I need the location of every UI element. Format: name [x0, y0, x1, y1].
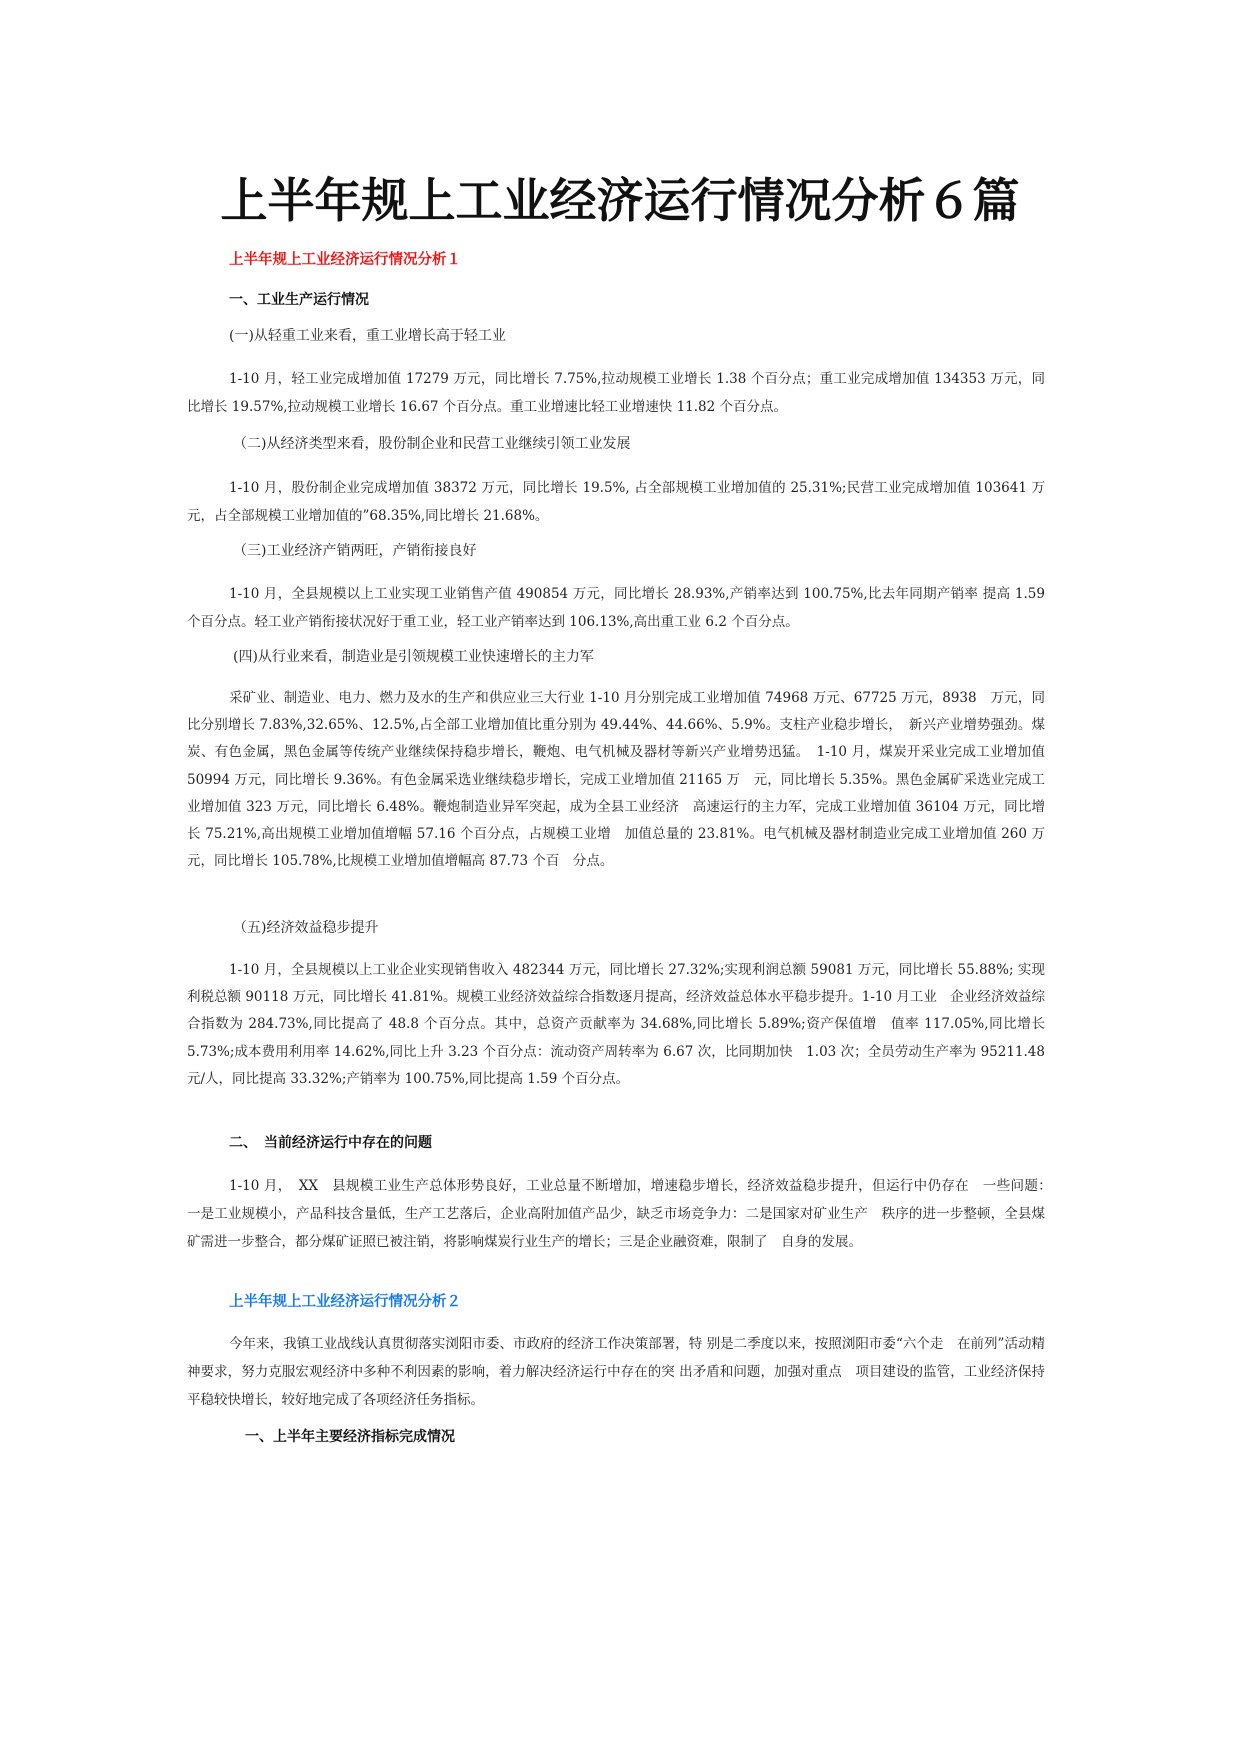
- subheading-2: （二)从经济类型来看，股份制企业和民营工业继续引领工业发展: [233, 436, 631, 452]
- paragraph-3: 1-10 月，全县规模以上工业实现工业销售产值 490854 万元，同比增长 28.93%,产销率达到 100.75%,比去年同期产销率 提高 1.59 个百分点。轻工业产销衔接状况好于重工业，轻工业产销率达到 106.13%,高出重工业 6.2 个百分点。: [187, 586, 1045, 630]
- section-heading-3: 一、上半年主要经济指标完成情况: [245, 1429, 455, 1445]
- part-title-2: 上半年规上工业经济运行情况分析２: [229, 1294, 461, 1310]
- document-title: 上半年规上工业经济运行情况分析６篇: [220, 174, 1020, 229]
- subheading-5: （五)经济效益稳步提升: [233, 920, 379, 936]
- part-title-1: 上半年规上工业经济运行情况分析１: [229, 252, 461, 268]
- subheading-1: (一)从轻重工业来看，重工业增长高于轻工业: [229, 328, 506, 344]
- subheading-3: （三)工业经济产销两旺，产销衔接良好: [233, 543, 477, 559]
- paragraph-7: 今年来，我镇工业战线认真贯彻落实浏阳市委、市政府的经济工作决策部署，特 别是二季度以来，按照浏阳市委“六个走 在前列”活动精神要求，努力克服宏观经济中多种不利因素的影响，着力解决经济运行中存在的突 出矛盾和问题，加强对重点 项目建设的监管，工业经济保持平稳较快增长，较好地完成了各项经济任务指标。: [187, 1336, 1045, 1408]
- section-heading-1: 一、工业生产运行情况: [229, 292, 369, 308]
- paragraph-4: 采矿业、制造业、电力、燃力及水的生产和供应业三大行业 1-10 月分别完成工业增加值 74968 万元、67725 万元，8938 万元，同比分别增长 7.83%,32.65%、12.5%,占全部工业增加值比重分别为 49.44%、44.66%、5.9%。支柱产业稳步增长， 新兴产业增势强劲。煤炭、有色金属，黑色金属等传统产业继续保持稳步增长，鞭炮、电气机械及器材等新兴产业增势迅猛。 1-10 月，煤炭开采业完成工业增加值 50994 万元，同比增长 9.36%。有色金属采选业继续稳步增长，完成工业增加值 21165 万 元，同比增长 5.35%。黑色金属矿采选业完成工业增加值 323 万元，同比增长 6.48%。鞭炮制造业异军突起，成为全县工业经济 高速运行的主力军，完成工业增加值 36104 万元，同比增长 75.21%,高出规模工业增加值增幅 57.16 个百分点，占规模工业增 加值总量的 23.81%。电气机械及器材制造业完成工业增加值 260 万元，同比增长 105.78%,比规模工业增加值增幅高 87.73 个百 分点。: [187, 690, 1045, 870]
- paragraph-1: 1-10 月，轻工业完成增加值 17279 万元，同比增长 7.75%,拉动规模工业增长 1.38 个百分点；重工业完成增加值 134353 万元，同比增长 19.57%,拉动规模工业增长 16.67 个百分点。重工业增速比轻工业增速快 11.82 个百分点。: [187, 371, 1045, 415]
- section-heading-2: 二、 当前经济运行中存在的问题: [229, 1135, 432, 1151]
- paragraph-5: 1-10 月，全县规模以上工业企业实现销售收入 482344 万元，同比增长 27.32%;实现利润总额 59081 万元，同比增长 55.88%; 实现利税总额 90118 万元，同比增长 41.81%。规模工业经济效益综合指数逐月提高，经济效益总体水平稳步提升。1-10 月工业 企业经济效益综合指数为 284.73%,同比提高了 48.8 个百分点。其中，总资产贡献率为 34.68%,同比增长 5.89%;资产保值增 值率 117.05%,同比增长 5.73%;成本费用利用率 14.62%,同比上升 3.23 个百分点：流动资产周转率为 6.67 次，比同期加快 1.03 次；全员劳动生产率为 95211.48 元/人，同比提高 33.32%;产销率为 100.75%,同比提高 1.59 个百分点。: [187, 962, 1045, 1087]
- subheading-4: (四)从行业来看，制造业是引领规模工业快速增长的主力军: [233, 649, 594, 665]
- paragraph-6: 1-10 月， XX 县规模工业生产总体形势良好，工业总量不断增加，增速稳步增长，经济效益稳步提升，但运行中仍存在 一些问题： 一是工业规模小，产品科技含量低，生产工艺落后，企业高附加值产品少，缺乏市场竞争力：二是国家对矿业生产 秩序的进一步整顿，全县煤矿需进一步整合，都分煤矿证照已被注销，将影响煤炭行业生产的增长；三是企业融资难，限制了 自身的发展。: [187, 1178, 1059, 1250]
- paragraph-2: 1-10 月，股份制企业完成增加值 38372 万元，同比增长 19.5%, 占全部规模工业增加值的 25.31%;民营工业完成增加值 103641 万元，占全部规模工业增加值的”68.35%,同比增长 21.68%。: [187, 480, 1045, 524]
